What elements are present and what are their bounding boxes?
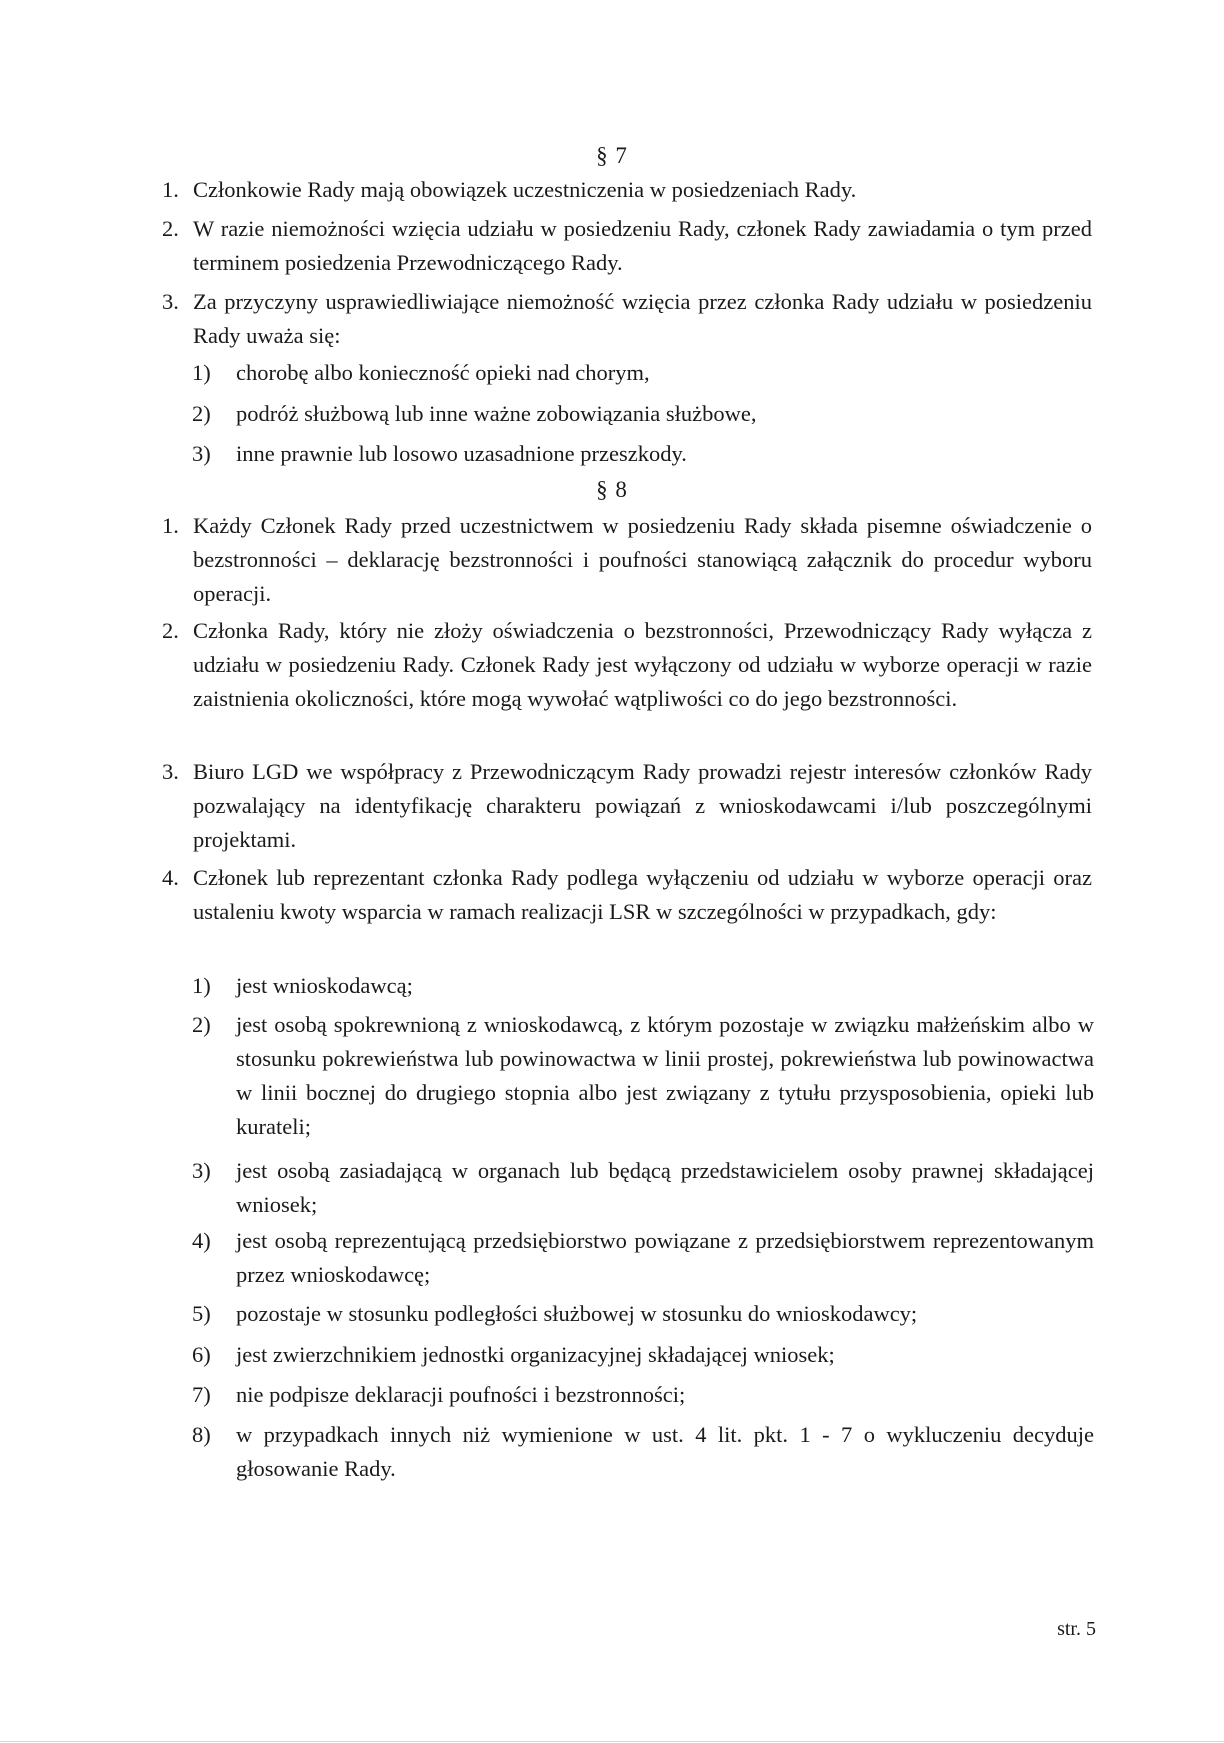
section-8-item-3: [162, 755, 1092, 857]
item-number: 1.: [162, 513, 179, 538]
item-number: 2.: [162, 618, 179, 643]
section-8-item-4-sub-4: [192, 1224, 1094, 1292]
subitem-number: 2): [192, 1012, 211, 1037]
subitem-text: pozostaje w stosunku podległości służbowej w stosunku do wnioskodawcy;: [236, 1301, 918, 1326]
item-number: 1.: [162, 177, 179, 202]
item-number: 3.: [162, 289, 179, 314]
subitem-text: jest osobą reprezentującą przedsiębiorstwo powiązane z przedsiębiorstwem reprezentowanym przez wnioskodawcę;: [236, 1228, 1094, 1287]
section-8-item-2: [162, 614, 1092, 716]
item-text: Członkowie Rady mają obowiązek uczestniczenia w posiedzeniach Rady.: [193, 177, 857, 202]
subitem-text: jest wnioskodawcą;: [236, 973, 413, 998]
section-7-item-2: [162, 212, 1092, 280]
page-number: str. 5: [1057, 1618, 1096, 1640]
subitem-text: jest zwierzchnikiem jednostki organizacyjnej składającej wniosek;: [236, 1342, 835, 1367]
item-text: W razie niemożności wzięcia udziału w posiedzeniu Rady, członek Rady zawiadamia o tym przed terminem posiedzenia Przewodniczącego Rady.: [193, 216, 1092, 275]
item-text: Biuro LGD we współpracy z Przewodniczącym Rady prowadzi rejestr interesów członków Rady pozwalający na identyfikację charakteru powiązań z wnioskodawcami i/lub poszczególnymi projektami.: [193, 759, 1092, 852]
subitem-text: jest osobą spokrewnioną z wnioskodawcą, z którym pozostaje w związku małżeńskim albo w stosunku pokrewieństwa lub powinowactwa w linii prostej, pokrewieństwa lub powinowactwa w linii bocznej do drugiego stopnia albo jest związany z tytułu przysposobienia, opieki lub kurateli;: [236, 1012, 1094, 1139]
subitem-text: w przypadkach innych niż wymienione w ust. 4 lit. pkt. 1 - 7 o wykluczeniu decyduje głosowanie Rady.: [236, 1422, 1094, 1481]
item-text: Za przyczyny usprawiedliwiające niemożność wzięcia przez członka Rady udziału w posiedzeniu Rady uważa się:: [193, 289, 1092, 348]
section-heading-8: § 8: [596, 477, 628, 502]
section-7-item-3: [162, 285, 1092, 353]
section-8-item-4: [162, 861, 1092, 929]
section-8-item-4-sub-3: [192, 1154, 1094, 1222]
section-8-item-4-sub-6: [192, 1338, 1094, 1372]
subitem-number: 7): [192, 1382, 211, 1407]
item-number: 2.: [162, 216, 179, 241]
section-7-item-3-sub-3: [192, 437, 1094, 471]
item-text: Każdy Członek Rady przed uczestnictwem w posiedzeniu Rady składa pisemne oświadczenie o bezstronności – deklarację bezstronności i poufności stanowiącą załącznik do procedur wyboru operacji.: [193, 513, 1092, 606]
item-text: Członek lub reprezentant członka Rady podlega wyłączeniu od udziału w wyborze operacji oraz ustaleniu kwoty wsparcia w ramach realizacji LSR w szczególności w przypadkach, gdy:: [193, 865, 1092, 924]
subitem-number: 2): [192, 401, 211, 426]
subitem-text: inne prawnie lub losowo uzasadnione przeszkody.: [236, 441, 687, 466]
section-7-item-1: [162, 173, 1092, 207]
item-number: 4.: [162, 865, 179, 890]
subitem-number: 6): [192, 1342, 211, 1367]
bottom-divider: [0, 1741, 1224, 1742]
subitem-text: nie podpisze deklaracji poufności i bezstronności;: [236, 1382, 686, 1407]
subitem-text: jest osobą zasiadającą w organach lub będącą przedstawicielem osoby prawnej składającej wniosek;: [236, 1158, 1094, 1217]
subitem-number: 1): [192, 360, 211, 385]
item-number: 3.: [162, 759, 179, 784]
section-7-item-3-sub-1: [192, 356, 1094, 390]
subitem-number: 8): [192, 1422, 211, 1447]
subitem-number: 3): [192, 441, 211, 466]
subitem-number: 5): [192, 1301, 211, 1326]
subitem-text: chorobę albo konieczność opieki nad chorym,: [236, 360, 650, 385]
section-8-item-4-sub-7: [192, 1378, 1094, 1412]
section-8-item-4-sub-1: [192, 969, 1094, 1003]
section-8-item-4-sub-2: [192, 1008, 1094, 1144]
subitem-number: 4): [192, 1228, 211, 1253]
section-8-item-1: [162, 509, 1092, 611]
section-7-item-3-sub-2: [192, 397, 1094, 431]
section-8-item-4-sub-8: [192, 1418, 1094, 1486]
subitem-number: 3): [192, 1158, 211, 1183]
section-8-item-4-sub-5: [192, 1297, 1094, 1331]
subitem-text: podróż służbową lub inne ważne zobowiązania służbowe,: [236, 401, 757, 426]
section-heading-7: § 7: [596, 143, 628, 168]
subitem-number: 1): [192, 973, 211, 998]
item-text: Członka Rady, który nie złoży oświadczenia o bezstronności, Przewodniczący Rady wyłącza z udziału w posiedzeniu Rady. Członek Rady jest wyłączony od udziału w wyborze operacji w razie zaistnienia okoliczności, które mogą wywołać wątpliwości co do jego bezstronności.: [193, 618, 1092, 711]
